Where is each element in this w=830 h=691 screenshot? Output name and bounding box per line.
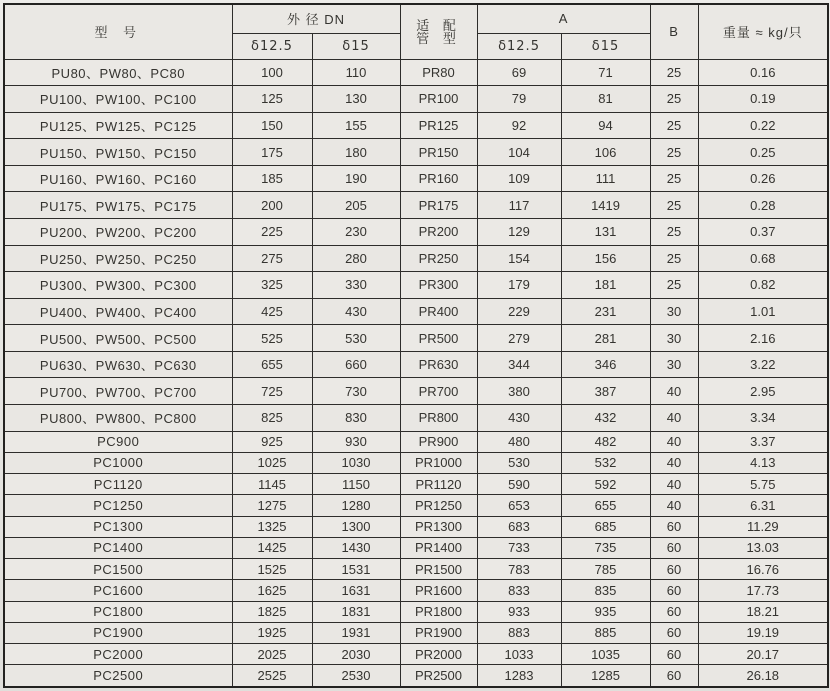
dn-delta15-cell: 180 [312, 139, 400, 166]
b-cell: 25 [650, 218, 698, 245]
a-delta125-cell: 883 [477, 622, 561, 643]
a-delta15-cell: 432 [561, 405, 650, 432]
model-cell: PU200、PW200、PC200 [4, 218, 232, 245]
a-delta15-cell: 685 [561, 516, 650, 537]
model-cell: PU500、PW500、PC500 [4, 325, 232, 352]
weight-cell: 0.68 [698, 245, 828, 272]
b-cell: 30 [650, 298, 698, 325]
dn-delta15-cell: 1280 [312, 495, 400, 516]
dn-delta15-cell: 1931 [312, 622, 400, 643]
b-cell: 60 [650, 537, 698, 558]
weight-cell: 2.95 [698, 378, 828, 405]
dn-delta125-cell: 1925 [232, 622, 312, 643]
model-cell: PU250、PW250、PC250 [4, 245, 232, 272]
a-delta15-cell: 482 [561, 431, 650, 452]
a-delta125-cell: 179 [477, 272, 561, 299]
dn-delta15-cell: 1631 [312, 580, 400, 601]
a-delta125-cell: 129 [477, 218, 561, 245]
model-cell: PU160、PW160、PC160 [4, 165, 232, 192]
a-delta125-cell: 109 [477, 165, 561, 192]
model-cell: PC1400 [4, 537, 232, 558]
dn-delta125-cell: 525 [232, 325, 312, 352]
weight-cell: 11.29 [698, 516, 828, 537]
dn-delta15-cell: 430 [312, 298, 400, 325]
dn-delta15-cell: 930 [312, 431, 400, 452]
pipe-type-cell: PR125 [400, 112, 477, 139]
pipe-type-cell: PR1000 [400, 452, 477, 473]
a-delta15-cell: 131 [561, 218, 650, 245]
b-cell: 25 [650, 192, 698, 219]
table-row [4, 452, 828, 473]
model-cell: PU175、PW175、PC175 [4, 192, 232, 219]
a-delta15-subheader: δ15 [561, 33, 650, 59]
weight-cell: 5.75 [698, 474, 828, 495]
dn-delta125-cell: 825 [232, 405, 312, 432]
dn-delta125-cell: 150 [232, 112, 312, 139]
a-delta125-cell: 933 [477, 601, 561, 622]
dn-delta125-cell: 1625 [232, 580, 312, 601]
a-delta125-cell: 229 [477, 298, 561, 325]
weight-cell: 26.18 [698, 665, 828, 687]
b-cell: 40 [650, 474, 698, 495]
weight-cell: 3.34 [698, 405, 828, 432]
table-row [4, 495, 828, 516]
a-delta125-cell: 1283 [477, 665, 561, 687]
a-delta15-cell: 81 [561, 86, 650, 113]
dn-delta15-cell: 155 [312, 112, 400, 139]
pipe-type-cell: PR500 [400, 325, 477, 352]
b-cell: 25 [650, 272, 698, 299]
pipe-type-cell: PR1500 [400, 559, 477, 580]
dn-delta125-cell: 2025 [232, 644, 312, 665]
dn-delta15-subheader: δ15 [312, 33, 400, 59]
model-cell: PU125、PW125、PC125 [4, 112, 232, 139]
model-cell: PC1000 [4, 452, 232, 473]
a-delta15-cell: 156 [561, 245, 650, 272]
a-delta125-cell: 154 [477, 245, 561, 272]
pipe-type-cell: PR100 [400, 86, 477, 113]
pipe-type-cell: PR800 [400, 405, 477, 432]
dn-delta15-cell: 2530 [312, 665, 400, 687]
spec-table [3, 3, 829, 688]
a-delta15-cell: 735 [561, 537, 650, 558]
b-cell: 40 [650, 452, 698, 473]
weight-cell: 2.16 [698, 325, 828, 352]
model-cell: PC2000 [4, 644, 232, 665]
dn-delta125-cell: 1425 [232, 537, 312, 558]
dn-delta125-cell: 655 [232, 351, 312, 378]
a-delta15-cell: 281 [561, 325, 650, 352]
pipe-type-header-line1: 适 配 [416, 17, 461, 33]
b-cell: 40 [650, 378, 698, 405]
model-cell: PC2500 [4, 665, 232, 687]
b-dimension-header: B [650, 4, 698, 59]
model-cell: PU150、PW150、PC150 [4, 139, 232, 166]
model-cell: PC900 [4, 431, 232, 452]
table-row [4, 192, 828, 219]
pipe-type-cell: PR1800 [400, 601, 477, 622]
dn-delta15-cell: 280 [312, 245, 400, 272]
b-cell: 40 [650, 431, 698, 452]
a-delta125-cell: 480 [477, 431, 561, 452]
dn-delta125-cell: 275 [232, 245, 312, 272]
table-row [4, 559, 828, 580]
a-delta15-cell: 885 [561, 622, 650, 643]
table-row [4, 86, 828, 113]
weight-cell: 17.73 [698, 580, 828, 601]
pipe-type-cell: PR400 [400, 298, 477, 325]
pipe-type-cell: PR200 [400, 218, 477, 245]
pipe-type-header [400, 4, 477, 59]
weight-cell: 0.82 [698, 272, 828, 299]
dn-delta15-cell: 1150 [312, 474, 400, 495]
dn-delta15-cell: 130 [312, 86, 400, 113]
weight-cell: 0.22 [698, 112, 828, 139]
weight-cell: 20.17 [698, 644, 828, 665]
a-delta15-cell: 181 [561, 272, 650, 299]
a-delta125-cell: 783 [477, 559, 561, 580]
a-delta15-cell: 1285 [561, 665, 650, 687]
dn-delta15-cell: 660 [312, 351, 400, 378]
b-cell: 60 [650, 559, 698, 580]
b-cell: 30 [650, 351, 698, 378]
b-cell: 60 [650, 622, 698, 643]
model-cell: PC1500 [4, 559, 232, 580]
dn-delta125-cell: 1325 [232, 516, 312, 537]
b-cell: 60 [650, 665, 698, 687]
a-delta15-cell: 94 [561, 112, 650, 139]
a-delta125-cell: 530 [477, 452, 561, 473]
dn-delta125-cell: 225 [232, 218, 312, 245]
pipe-type-cell: PR80 [400, 59, 477, 86]
a-delta15-cell: 785 [561, 559, 650, 580]
a-delta125-cell: 104 [477, 139, 561, 166]
model-cell: PC1900 [4, 622, 232, 643]
pipe-type-cell: PR1400 [400, 537, 477, 558]
dn-delta125-cell: 425 [232, 298, 312, 325]
b-cell: 30 [650, 325, 698, 352]
dn-delta15-cell: 190 [312, 165, 400, 192]
dn-delta15-cell: 530 [312, 325, 400, 352]
table-row [4, 537, 828, 558]
b-cell: 25 [650, 165, 698, 192]
a-delta125-cell: 69 [477, 59, 561, 86]
pipe-type-cell: PR1900 [400, 622, 477, 643]
dn-delta125-cell: 1825 [232, 601, 312, 622]
model-cell: PC1800 [4, 601, 232, 622]
table-row [4, 405, 828, 432]
model-cell: PU630、PW630、PC630 [4, 351, 232, 378]
a-delta15-cell: 346 [561, 351, 650, 378]
table-row [4, 622, 828, 643]
table-row [4, 112, 828, 139]
dn-delta125-cell: 325 [232, 272, 312, 299]
table-row [4, 474, 828, 495]
b-cell: 25 [650, 86, 698, 113]
pipe-type-cell: PR2000 [400, 644, 477, 665]
b-cell: 40 [650, 405, 698, 432]
a-delta15-cell: 387 [561, 378, 650, 405]
a-delta125-cell: 344 [477, 351, 561, 378]
dn-delta125-cell: 100 [232, 59, 312, 86]
a-delta125-cell: 117 [477, 192, 561, 219]
table-row [4, 298, 828, 325]
model-cell: PU400、PW400、PC400 [4, 298, 232, 325]
a-delta125-cell: 590 [477, 474, 561, 495]
table-row [4, 59, 828, 86]
dn-delta15-cell: 730 [312, 378, 400, 405]
pipe-type-cell: PR250 [400, 245, 477, 272]
table-row [4, 516, 828, 537]
table-header [4, 4, 828, 59]
a-delta15-cell: 532 [561, 452, 650, 473]
a-delta125-cell: 733 [477, 537, 561, 558]
pipe-type-cell: PR1300 [400, 516, 477, 537]
dn-delta15-cell: 230 [312, 218, 400, 245]
table-row [4, 665, 828, 687]
b-cell: 60 [650, 644, 698, 665]
model-column-header: 型 号 [4, 4, 232, 59]
a-delta125-cell: 92 [477, 112, 561, 139]
pipe-type-cell: PR630 [400, 351, 477, 378]
a-dimension-header: A [477, 4, 650, 33]
a-delta125-cell: 833 [477, 580, 561, 601]
table-row [4, 351, 828, 378]
a-delta15-cell: 111 [561, 165, 650, 192]
model-cell: PC1600 [4, 580, 232, 601]
dn-delta15-cell: 1030 [312, 452, 400, 473]
a-delta125-cell: 79 [477, 86, 561, 113]
dn-delta15-cell: 830 [312, 405, 400, 432]
a-delta125-cell: 279 [477, 325, 561, 352]
dn-delta125-cell: 925 [232, 431, 312, 452]
weight-cell: 0.16 [698, 59, 828, 86]
dn-delta15-cell: 1531 [312, 559, 400, 580]
table-row [4, 245, 828, 272]
table-row [4, 218, 828, 245]
dn-delta125-subheader: δ12.5 [232, 33, 312, 59]
a-delta15-cell: 231 [561, 298, 650, 325]
a-delta15-cell: 592 [561, 474, 650, 495]
b-cell: 60 [650, 580, 698, 601]
dn-delta125-cell: 2525 [232, 665, 312, 687]
dn-delta15-cell: 110 [312, 59, 400, 86]
pipe-type-header-line2: 管 型 [416, 30, 461, 46]
weight-cell: 4.13 [698, 452, 828, 473]
a-delta125-cell: 380 [477, 378, 561, 405]
dn-delta15-cell: 2030 [312, 644, 400, 665]
dn-delta125-cell: 200 [232, 192, 312, 219]
a-delta15-cell: 655 [561, 495, 650, 516]
weight-cell: 0.37 [698, 218, 828, 245]
weight-cell: 13.03 [698, 537, 828, 558]
dn-delta125-cell: 725 [232, 378, 312, 405]
dn-delta125-cell: 125 [232, 86, 312, 113]
dn-delta15-cell: 1430 [312, 537, 400, 558]
table-row [4, 165, 828, 192]
weight-cell: 1.01 [698, 298, 828, 325]
b-cell: 40 [650, 495, 698, 516]
pipe-type-cell: PR1250 [400, 495, 477, 516]
dn-delta15-cell: 1300 [312, 516, 400, 537]
b-cell: 25 [650, 139, 698, 166]
table-body [4, 59, 828, 687]
weight-cell: 3.22 [698, 351, 828, 378]
b-cell: 60 [650, 516, 698, 537]
weight-cell: 0.19 [698, 86, 828, 113]
outer-diameter-header: 外 径 DN [232, 4, 400, 33]
model-cell: PC1250 [4, 495, 232, 516]
a-delta15-cell: 835 [561, 580, 650, 601]
pipe-type-cell: PR175 [400, 192, 477, 219]
dn-delta125-cell: 185 [232, 165, 312, 192]
a-delta15-cell: 71 [561, 59, 650, 86]
weight-cell: 6.31 [698, 495, 828, 516]
dn-delta125-cell: 1525 [232, 559, 312, 580]
dn-delta125-cell: 175 [232, 139, 312, 166]
weight-header: 重量 ≈ kg/只 [698, 4, 828, 59]
pipe-type-cell: PR1600 [400, 580, 477, 601]
pipe-type-cell: PR2500 [400, 665, 477, 687]
weight-cell: 18.21 [698, 601, 828, 622]
pipe-type-cell: PR700 [400, 378, 477, 405]
dn-delta15-cell: 330 [312, 272, 400, 299]
a-delta125-cell: 1033 [477, 644, 561, 665]
model-cell: PU80、PW80、PC80 [4, 59, 232, 86]
table-row [4, 325, 828, 352]
b-cell: 25 [650, 59, 698, 86]
pipe-type-cell: PR900 [400, 431, 477, 452]
a-delta15-cell: 1419 [561, 192, 650, 219]
a-delta125-cell: 683 [477, 516, 561, 537]
weight-cell: 19.19 [698, 622, 828, 643]
b-cell: 60 [650, 601, 698, 622]
table-row [4, 644, 828, 665]
a-delta15-cell: 1035 [561, 644, 650, 665]
model-cell: PU800、PW800、PC800 [4, 405, 232, 432]
model-cell: PC1300 [4, 516, 232, 537]
table-row [4, 272, 828, 299]
b-cell: 25 [650, 112, 698, 139]
pipe-type-cell: PR160 [400, 165, 477, 192]
dn-delta125-cell: 1025 [232, 452, 312, 473]
dn-delta15-cell: 205 [312, 192, 400, 219]
a-delta125-subheader: δ12.5 [477, 33, 561, 59]
weight-cell: 0.28 [698, 192, 828, 219]
table-row [4, 378, 828, 405]
table-row [4, 580, 828, 601]
a-delta125-cell: 653 [477, 495, 561, 516]
b-cell: 25 [650, 245, 698, 272]
pipe-type-cell: PR1120 [400, 474, 477, 495]
dn-delta125-cell: 1275 [232, 495, 312, 516]
model-cell: PU700、PW700、PC700 [4, 378, 232, 405]
weight-cell: 16.76 [698, 559, 828, 580]
dn-delta125-cell: 1145 [232, 474, 312, 495]
dn-delta15-cell: 1831 [312, 601, 400, 622]
model-cell: PU300、PW300、PC300 [4, 272, 232, 299]
model-cell: PC1120 [4, 474, 232, 495]
a-delta15-cell: 935 [561, 601, 650, 622]
weight-cell: 3.37 [698, 431, 828, 452]
model-cell: PU100、PW100、PC100 [4, 86, 232, 113]
pipe-type-cell: PR300 [400, 272, 477, 299]
table-row [4, 431, 828, 452]
weight-cell: 0.26 [698, 165, 828, 192]
table-row [4, 139, 828, 166]
pipe-type-cell: PR150 [400, 139, 477, 166]
a-delta15-cell: 106 [561, 139, 650, 166]
table-row [4, 601, 828, 622]
weight-cell: 0.25 [698, 139, 828, 166]
a-delta125-cell: 430 [477, 405, 561, 432]
